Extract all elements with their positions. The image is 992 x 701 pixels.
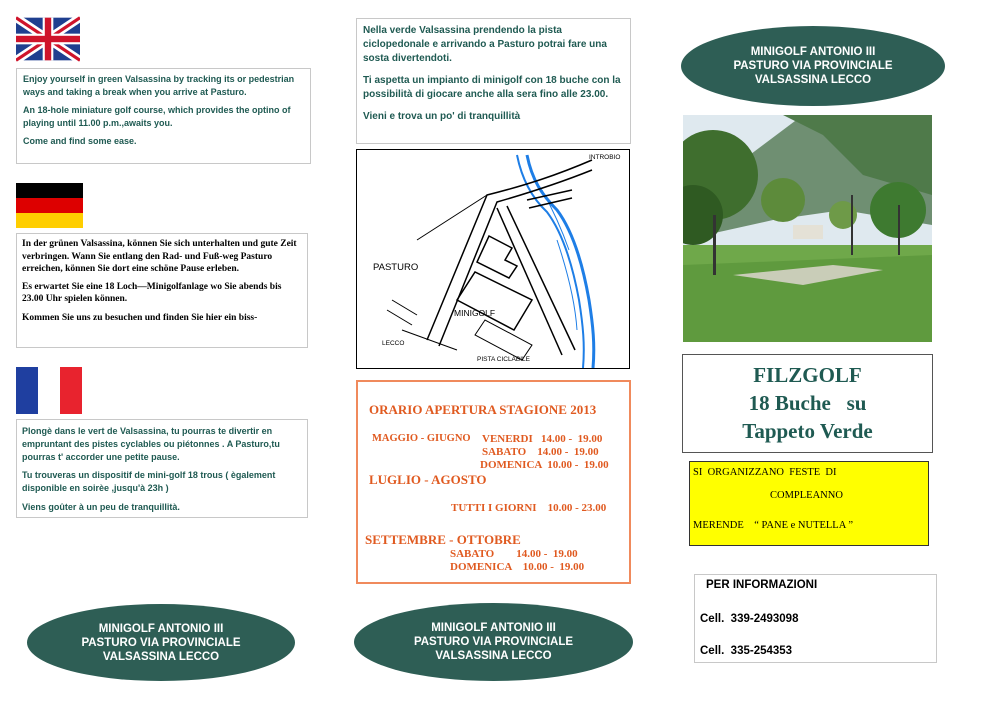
italian-paragraph-1: Nella verde Valsassina prendendo la pista ciclopedonale e arrivando a Pasturo potrai fare una sosta divertendoti. — [363, 25, 607, 64]
opening-hours-box — [356, 380, 631, 584]
oval-town: VALSASSINA LECCO — [102, 650, 220, 663]
parties-line-2: COMPLEANNO — [770, 490, 843, 501]
italian-text-box — [356, 18, 631, 144]
info-phone-1[interactable]: Cell. 339-2493098 — [700, 613, 799, 625]
oval-name: MINIGOLF ANTONIO III — [750, 46, 876, 58]
filzgolf-holes: 18 Buche su — [748, 391, 867, 415]
filzgolf-title: FILZGOLF — [753, 363, 862, 387]
map-label-pasturo: PASTURO — [373, 262, 419, 273]
oval-town: VALSASSINA LECCO — [754, 74, 872, 86]
parties-line-1: SI ORGANIZZANO FESTE DI — [693, 467, 837, 478]
english-paragraph-2: An 18-hole miniature golf course, which provides the optino of playing until 11.00 p.m.,awaits you. — [23, 105, 291, 128]
oval-name: MINIGOLF ANTONIO III — [98, 622, 224, 635]
hours-title: ORARIO APERTURA STAGIONE 2013 — [369, 402, 597, 417]
info-phone-2[interactable]: Cell. 335-254353 — [700, 645, 793, 657]
german-paragraph-3: Kommen Sie uns zu besuchen und finden Sie hier ein biss- — [22, 312, 258, 323]
hours-maggio-row-2: SABATO 14.00 - 19.00 — [482, 446, 599, 458]
hours-maggio-row-3: DOMENICA 10.00 - 19.00 — [480, 459, 609, 471]
oval-name: MINIGOLF ANTONIO III — [431, 622, 556, 634]
french-paragraph-2: Tu trouveras un dispositif de mini-golf 18 trous ( ègalement disponible en soirèe ,jusqu'à 23h ) — [22, 470, 276, 493]
hours-settembre-row-2: DOMENICA 10.00 - 19.00 — [450, 561, 585, 573]
germany-flag-icon — [16, 183, 83, 228]
oval-town: VALSASSINA LECCO — [435, 650, 552, 662]
map-label-lecco: LECCO — [382, 340, 405, 347]
hours-settembre-row-1: SABATO 14.00 - 19.00 — [450, 548, 578, 560]
address-oval-left — [27, 604, 295, 681]
france-flag-icon — [16, 367, 82, 414]
info-title: PER INFORMAZIONI — [706, 579, 818, 591]
german-paragraph-1: In der grünen Valsassina, können Sie sich unterhalten und gute Zeit verbringen. Wann Sie entlang den Rad- und Fuß-weg Pasturo erreichen, können Sie dort eine schöne Pause erleben. — [22, 239, 297, 274]
hours-maggio-label: MAGGIO - GIUGNO — [372, 433, 471, 444]
hours-luglio-row: TUTTI I GIORNI 10.00 - 23.00 — [451, 502, 607, 514]
german-paragraph-2: Es erwartet Sie eine 18 Loch—Minigolfanlage wo Sie abends bis 23.00 Uhr spielen können. — [22, 281, 282, 304]
french-text-box — [16, 419, 308, 518]
oval-street: PASTURO VIA PROVINCIALE — [81, 636, 241, 649]
english-text-box — [16, 68, 311, 164]
hours-luglio-label: LUGLIO - AGOSTO — [369, 472, 487, 487]
minigolf-park-photo — [683, 115, 932, 342]
info-box — [694, 574, 937, 663]
address-oval-right — [681, 26, 945, 106]
hours-settembre-label: SETTEMBRE - OTTOBRE — [365, 532, 521, 547]
english-paragraph-1: Enjoy yourself in green Valsassina by tracking its or pedestrian ways and taking a break when you arrive at Pasturo. — [23, 74, 295, 97]
map-label-introbio: INTROBIO — [589, 154, 621, 161]
english-paragraph-3: Come and find some ease. — [23, 136, 137, 146]
location-map — [356, 149, 630, 369]
german-text-box — [16, 233, 308, 348]
parties-box — [689, 461, 929, 546]
map-label-pista-ciclabile: PISTA CICLABILE — [477, 356, 530, 363]
french-paragraph-3: Viens goûter à un peu de tranquillità. — [22, 502, 180, 512]
italian-paragraph-2: Ti aspetta un impianto di minigolf con 18 buche con la possibilità di giocare anche alla sera fino alle 23.00. — [363, 75, 621, 100]
oval-street: PASTURO VIA PROVINCIALE — [413, 636, 574, 648]
filzgolf-box — [682, 354, 933, 453]
address-oval-middle — [354, 603, 633, 681]
oval-street: PASTURO VIA PROVINCIALE — [733, 60, 893, 72]
filzgolf-carpet: Tappeto Verde — [742, 419, 873, 443]
italian-paragraph-3: Vieni e trova un po' di tranquillità — [363, 111, 521, 122]
uk-flag-icon — [16, 16, 80, 62]
french-paragraph-1: Plongè dans le vert de Valsassina, tu pourras te divertir en empruntant des pistes cyclables ou piétonnes . A Pasturo,tu pourras t' accorder une petite pause. — [22, 426, 280, 462]
map-label-minigolf: MINIGOLF — [454, 308, 496, 318]
parties-line-3: MERENDE “ PANE e NUTELLA ” — [693, 520, 854, 531]
hours-maggio-row-1: VENERDI 14.00 - 19.00 — [482, 433, 603, 445]
